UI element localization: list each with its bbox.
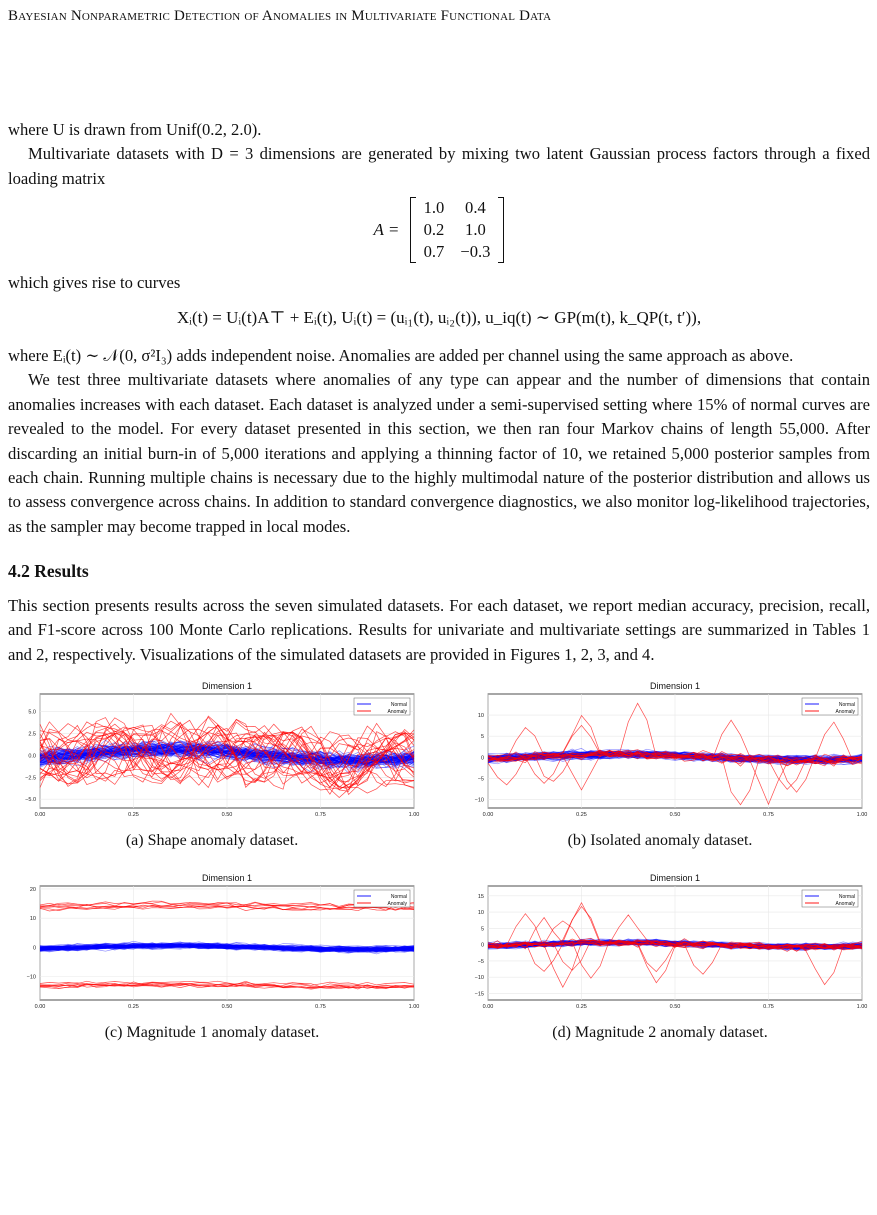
y-tick-label: 10: [477, 910, 484, 917]
matrix-cell: 0.2: [423, 220, 445, 240]
x-tick-label: 1.00: [856, 1004, 868, 1010]
x-tick-label: 0.75: [763, 812, 774, 818]
plot-title: Dimension 1: [201, 873, 253, 883]
paragraph-2: Multivariate datasets with D = 3 dimensions are generated by mixing two latent Gaussian process factors through a fixed loading matrix: [8, 144, 870, 188]
legend: [354, 890, 410, 907]
y-tick-label: 10: [477, 713, 484, 720]
plot-title: Dimension 1: [649, 681, 701, 691]
y-tick-label: 5: [480, 926, 484, 933]
chart-isolated-anomaly: [450, 678, 870, 828]
caption-b: (b) Isolated anomaly dataset.: [567, 832, 753, 849]
x-tick-label: 0.00: [482, 1004, 494, 1010]
y-tick-label: −2.5: [25, 775, 36, 782]
y-tick-label: 0: [32, 945, 36, 952]
y-tick-label: −10: [474, 975, 484, 982]
legend: [802, 890, 858, 907]
plot-title: Dimension 1: [201, 681, 253, 691]
chart-magnitude1-anomaly: [2, 870, 422, 1020]
figure-c: [2, 870, 422, 1042]
x-tick-label: 0.50: [221, 1004, 233, 1010]
plot-title: Dimension 1: [649, 873, 701, 883]
x-tick-label: 1.00: [408, 812, 420, 818]
y-tick-label: −5: [477, 958, 484, 965]
x-tick-label: 0.25: [576, 812, 587, 818]
legend-label: Normal: [838, 702, 855, 708]
chart-shape-anomaly: [2, 678, 422, 828]
y-tick-label: 0: [480, 755, 484, 762]
loading-matrix: [410, 197, 505, 263]
matrix-cell: 1.0: [465, 220, 486, 240]
caption-c: (c) Magnitude 1 anomaly dataset.: [104, 1024, 320, 1041]
y-tick-label: 5: [480, 734, 484, 741]
x-tick-label: 0.25: [576, 1004, 587, 1010]
legend-label: Anomaly: [835, 901, 855, 907]
matrix-lhs: A =: [373, 220, 400, 240]
y-tick-label: −10: [474, 797, 484, 804]
matrix-cell: 0.7: [423, 242, 445, 262]
x-tick-label: 0.00: [34, 812, 46, 818]
paragraph-1: where U is drawn from Unif(0.2, 2.0).: [8, 120, 262, 139]
x-tick-label: 0.75: [315, 812, 326, 818]
legend-label: Anomaly: [387, 709, 407, 715]
caption-d: (d) Magnitude 2 anomaly dataset.: [552, 1024, 768, 1041]
legend-label: Anomaly: [835, 709, 855, 715]
x-tick-label: 0.50: [669, 812, 681, 818]
y-tick-label: 10: [29, 916, 36, 923]
legend-label: Anomaly: [387, 901, 407, 907]
figure-b: [450, 678, 870, 850]
figure-grid: [0, 678, 877, 1215]
matrix-equation: [8, 197, 870, 263]
x-tick-label: 1.00: [408, 1004, 420, 1010]
figure-a: [2, 678, 422, 850]
x-tick-label: 0.50: [669, 1004, 681, 1010]
matrix-cell: 1.0: [423, 198, 445, 218]
paragraph-3: which gives rise to curves: [8, 273, 181, 293]
x-tick-label: 1.00: [856, 812, 868, 818]
y-tick-label: 15: [477, 893, 484, 900]
paragraph-6: This section presents results across the seven simulated datasets. For each dataset, we report median accuracy, precision, recall, and F1-score across 100 Monte Carlo replications. Results for univariate and multivariate settings are summarized in Tables 1 and 2, respectively. Visualizations of the simulated datasets are provided in Figures 1, 2, 3, and 4.: [8, 595, 870, 664]
x-tick-label: 0.75: [315, 1004, 326, 1010]
legend-label: Normal: [390, 894, 407, 900]
caption-a: (a) Shape anomaly dataset.: [125, 832, 299, 849]
paragraph-5: We test three multivariate datasets where anomalies of any type can appear and the number of dimensions that contain anomalies increases with each dataset. Each dataset is analyzed under a semi-supervised setting where 15% of normal curves are revealed to the model. For every dataset presented in this section, we then ran four Markov chains of length 55,000. After discarding an initial burn-in of 5,000 iterations and applying a thinning factor of 10, we retained 5,000 posterior samples from each chain. Running multiple chains is necessary due to the highly multimodal nature of the posterior distribution and allows us to assess convergence across chains. In addition to standard convergence diagnostics, we also monitor log-likelihood trajectories, as the sampler may become trapped in local modes.: [8, 370, 870, 536]
x-tick-label: 0.00: [34, 1004, 46, 1010]
chart-magnitude2-anomaly: [450, 870, 870, 1020]
x-tick-label: 0.50: [221, 812, 233, 818]
running-head: Bayesian Nonparametric Detection of Anomalies in Multivariate Functional Data: [8, 8, 552, 24]
legend-label: Normal: [390, 702, 407, 708]
legend-label: Normal: [838, 894, 855, 900]
y-tick-label: 0.0: [28, 753, 36, 760]
y-tick-label: −5.0: [25, 797, 36, 804]
y-tick-label: 0: [480, 942, 484, 949]
figure-d: [450, 870, 870, 1042]
y-tick-label: −10: [26, 974, 36, 981]
x-tick-label: 0.00: [482, 812, 494, 818]
y-tick-label: 20: [29, 886, 36, 893]
y-tick-label: −15: [474, 991, 484, 998]
matrix-cell: 0.4: [465, 198, 486, 218]
legend: [802, 698, 858, 715]
legend: [354, 698, 410, 715]
paragraph-4: where Eᵢ(t) ∼ 𝒩(0, σ²I₃) adds independent noise. Anomalies are added per channel using the same approach as above.: [8, 346, 794, 366]
x-tick-label: 0.25: [128, 1004, 139, 1010]
y-tick-label: −5: [477, 776, 484, 783]
body-text: [8, 118, 870, 667]
curve-equation: Xᵢ(t) = Uᵢ(t)A⊤ + Eᵢ(t), Uᵢ(t) = (uᵢ₁(t), uᵢ₂(t)), u_iq(t) ∼ GP(m(t), k_QP(t, t′)),: [176, 307, 702, 327]
y-tick-label: 5.0: [28, 709, 36, 716]
x-tick-label: 0.25: [128, 812, 139, 818]
matrix-cell: −0.3: [460, 242, 491, 262]
x-tick-label: 0.75: [763, 1004, 774, 1010]
section-title: 4.2 Results: [8, 561, 89, 582]
y-tick-label: 2.5: [28, 731, 36, 738]
